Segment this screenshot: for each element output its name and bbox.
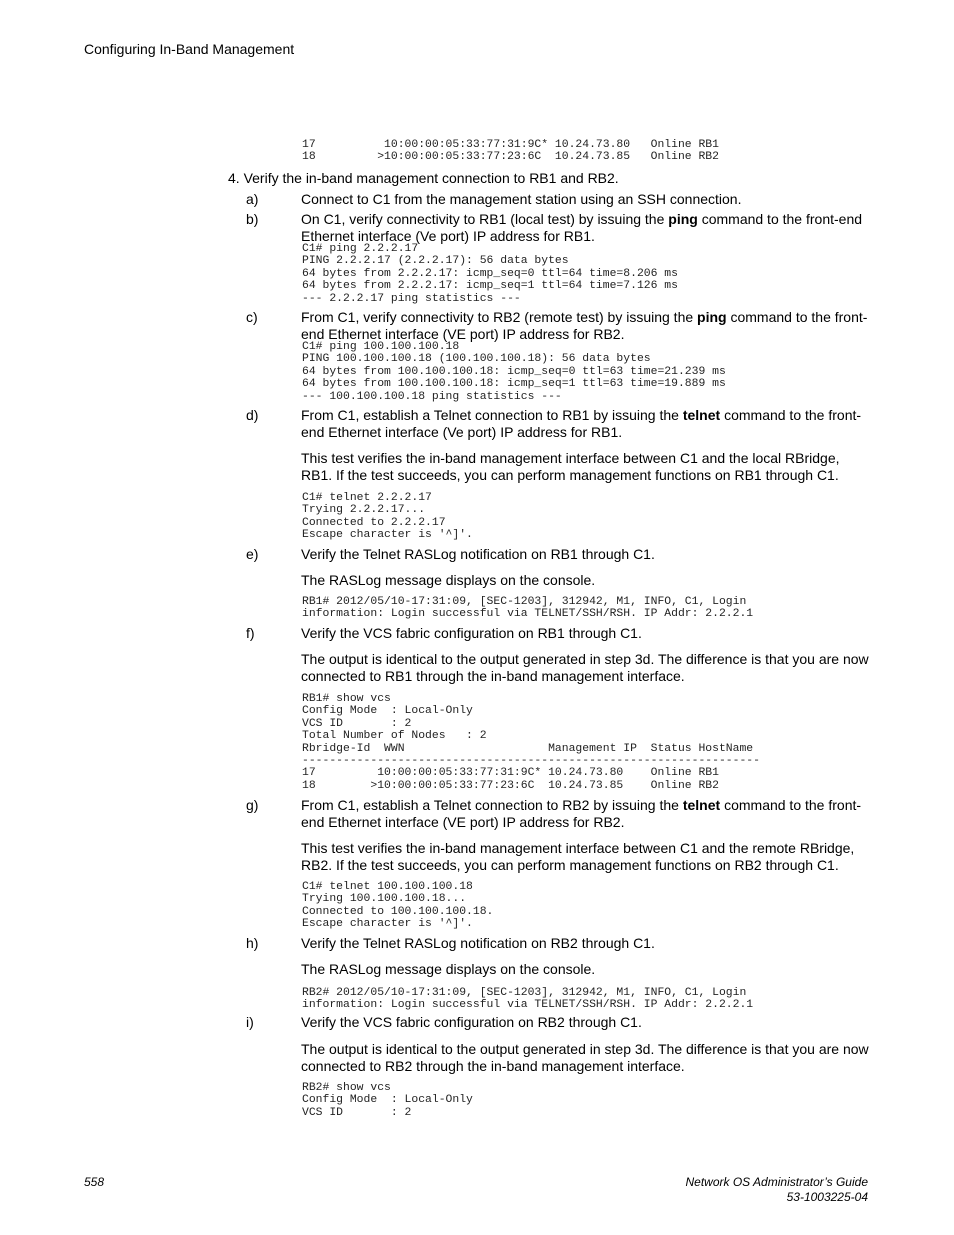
- substep-label-e: e): [246, 546, 259, 562]
- substep-e-text: Verify the Telnet RASLog notification on RB1 through C1.: [301, 546, 655, 562]
- command-ping: ping: [697, 309, 727, 325]
- substep-f-text: Verify the VCS fabric configuration on RB1 through C1.: [301, 625, 642, 641]
- code-block-i: RB2# show vcs Config Mode : Local-Only VCS ID : 2: [302, 1082, 473, 1119]
- code-block-h: RB2# 2012/05/10-17:31:09, [SEC-1203], 312942, M1, INFO, C1, Login information: Login successful via TELNET/SSH/RSH. IP Addr: 2.2.2.1: [302, 987, 754, 1012]
- substep-a-text: Connect to C1 from the management station using an SSH connection.: [301, 191, 742, 207]
- code-block-d: C1# telnet 2.2.2.17 Trying 2.2.2.17... Connected to 2.2.2.17 Escape character is '^]'.: [302, 492, 473, 542]
- code-block-g: C1# telnet 100.100.100.18 Trying 100.100.100.18... Connected to 100.100.100.18. Escape character is '^]'.: [302, 881, 494, 931]
- code-block-c: C1# ping 100.100.100.18 PING 100.100.100.18 (100.100.100.18): 56 data bytes 64 bytes from 100.100.100.18: icmp_seq=0 ttl=63 time=21.239 ms 64 bytes from 100.100.100.18: icmp_seq=1 ttl=63 time=19.889 ms --- 100.100.100.18 ping statistics ---: [302, 341, 726, 403]
- code-block-b: C1# ping 2.2.2.17 PING 2.2.2.17 (2.2.2.17): 56 data bytes 64 bytes from 2.2.2.17: icmp_seq=0 ttl=64 time=8.206 ms 64 bytes from 2.2.2.17: icmp_seq=1 ttl=64 time=7.126 ms --- 2.2.2.17 ping statistics ---: [302, 243, 678, 305]
- code-block-e: RB1# 2012/05/10-17:31:09, [SEC-1203], 312942, M1, INFO, C1, Login information: Login successful via TELNET/SSH/RSH. IP Addr: 2.2.2.1: [302, 596, 754, 621]
- substep-label-a: a): [246, 191, 259, 207]
- substep-label-d: d): [246, 407, 259, 423]
- substep-label-h: h): [246, 935, 259, 951]
- substep-label-g: g): [246, 797, 259, 813]
- guide-title: Network OS Administrator’s Guide: [685, 1175, 868, 1189]
- substep-e-note: The RASLog message displays on the console.: [301, 572, 596, 588]
- substep-i-note: The output is identical to the output generated in step 3d. The difference is that you are now connected to RB2 through the in-band management interface.: [301, 1041, 869, 1074]
- substep-f-note: The output is identical to the output generated in step 3d. The difference is that you are now connected to RB1 through the in-band management interface.: [301, 651, 869, 684]
- substep-b-text: On C1, verify connectivity to RB1 (local test) by issuing the ping command to the front-end Ethernet interface (Ve port) IP address for RB1.: [301, 211, 863, 244]
- substep-h-note: The RASLog message displays on the console.: [301, 961, 596, 977]
- command-telnet: telnet: [682, 797, 721, 813]
- substep-d-note: This test verifies the in-band management interface between C1 and the local RBridge, RB1. If the test succeeds, you can perform management functions on RB1 through C1.: [301, 450, 840, 483]
- command-ping: ping: [668, 211, 698, 227]
- substep-label-b: b): [246, 211, 259, 227]
- substep-d-text: From C1, establish a Telnet connection to RB1 by issuing the telnet command to the front-end Ethernet interface (Ve port) IP address for RB1.: [301, 407, 862, 440]
- code-block-top: 17 10:00:00:05:33:77:31:9C* 10.24.73.80 Online RB1 18 >10:00:00:05:33:77:23:6C 10.24.73.85 Online RB2: [302, 139, 719, 164]
- page-number: 558: [84, 1175, 105, 1189]
- step-4: 4. Verify the in-band management connection to RB1 and RB2.: [228, 170, 619, 186]
- command-telnet: telnet: [682, 407, 721, 423]
- substep-h-text: Verify the Telnet RASLog notification on RB2 through C1.: [301, 935, 655, 951]
- substep-label-i: i): [246, 1014, 254, 1030]
- substep-label-c: c): [246, 309, 258, 325]
- substep-c-text: From C1, verify connectivity to RB2 (remote test) by issuing the ping command to the front-end Ethernet interface (VE port) IP address for RB2.: [301, 309, 868, 342]
- footer-guide-info: [685, 1175, 868, 1205]
- code-block-f: RB1# show vcs Config Mode : Local-Only VCS ID : 2 Total Number of Nodes : 2 Rbridge-Id WWN Management IP Status HostName ------------------------------------------------------------------- 17 10:00:00:05:33:77:31:9C* 10.24.73.80 Online RB1 18 >10:00:00:05:33:77:23:6C 10.24.73.85 Online RB2: [302, 693, 760, 792]
- running-header: Configuring In-Band Management: [84, 41, 295, 57]
- substep-g-text: From C1, establish a Telnet connection to RB2 by issuing the telnet command to the front-end Ethernet interface (VE port) IP address for RB2.: [301, 797, 862, 830]
- substep-i-text: Verify the VCS fabric configuration on RB2 through C1.: [301, 1014, 642, 1030]
- doc-number: 53-1003225-04: [786, 1190, 868, 1204]
- substep-g-note: This test verifies the in-band management interface between C1 and the remote RBridge, RB2. If the test succeeds, you can perform management functions on RB2 through C1.: [301, 840, 855, 873]
- substep-label-f: f): [246, 625, 255, 641]
